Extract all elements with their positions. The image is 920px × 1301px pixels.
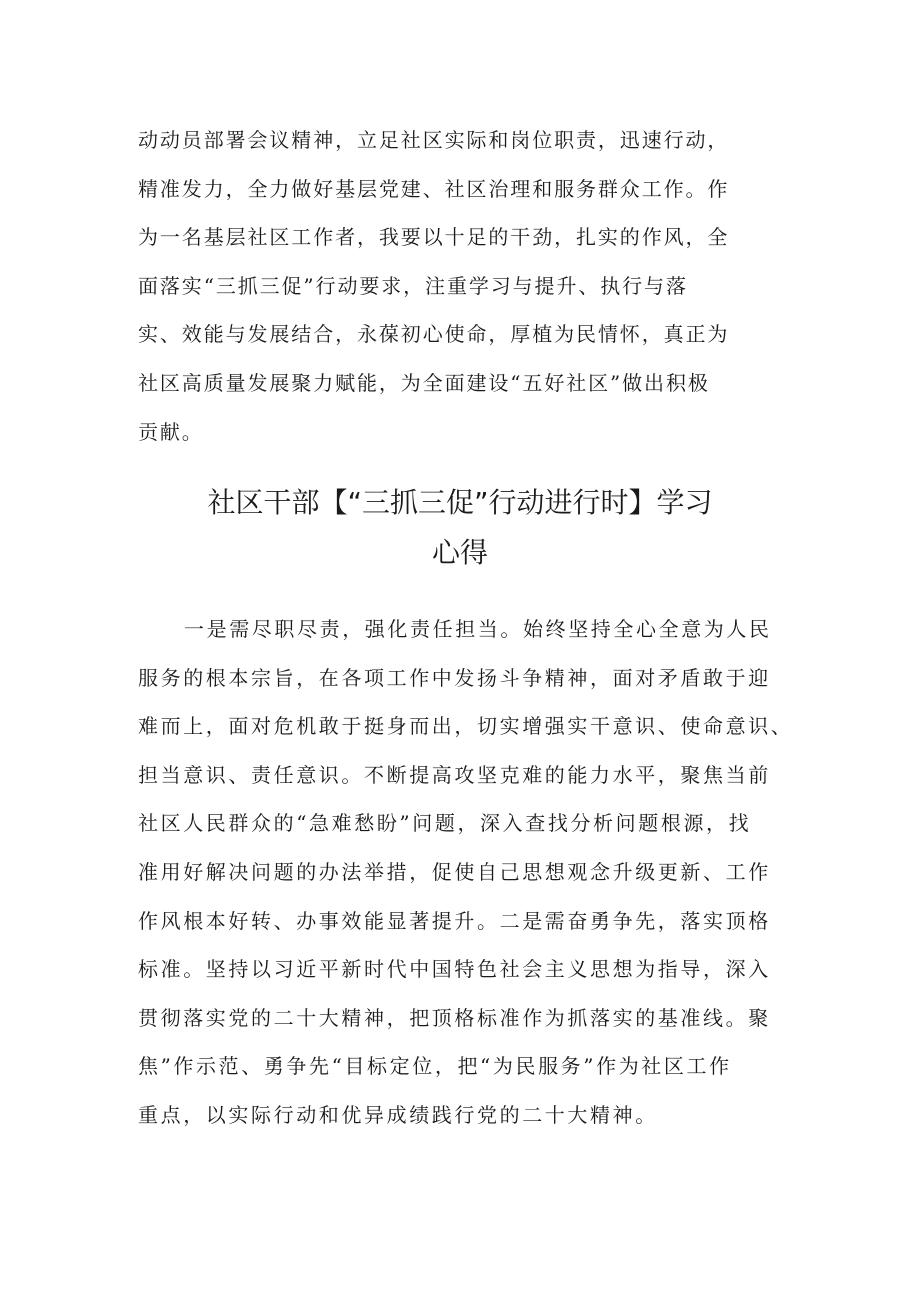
text-line: 服务的根本宗旨，在各项工作中发扬斗争精神，面对矛盾敢于迎 bbox=[138, 665, 771, 690]
text-line: 动动员部署会议精神，立足社区实际和岗位职责，迅速行动， bbox=[138, 128, 730, 152]
text-line: 贡献。 bbox=[138, 419, 204, 444]
text-line: 贯彻落实党的二十大精神，把顶格标准作为抓落实的基准线。聚 bbox=[138, 1005, 771, 1030]
text-line: 实、效能与发展结合，永葆初心使命，厚植为民情怀，真正为 bbox=[138, 322, 730, 347]
text-line: 标准。坚持以习近平新时代中国特色社会主义思想为指导，深入 bbox=[138, 957, 771, 982]
text-line: 面落实“三抓三促”行动要求，注重学习与提升、执行与落 bbox=[138, 273, 688, 298]
text-line: 难而上，面对危机敢于挺身而出，切实增强实干意识、使命意识、 bbox=[138, 714, 794, 739]
text-line: 重点，以实际行动和优异成绩践行党的二十大精神。 bbox=[138, 1102, 658, 1127]
text-line: 为一名基层社区工作者，我要以十足的干劲，扎实的作风，全 bbox=[138, 225, 730, 250]
section-heading bbox=[120, 478, 800, 578]
text-line: 作风根本好转、办事效能显著提升。二是需奋勇争先，落实顶格 bbox=[138, 908, 771, 933]
body-paragraph bbox=[138, 605, 794, 1140]
heading-line: 心得 bbox=[431, 536, 488, 569]
text-line: 担当意识、责任意识。不断提高攻坚克难的能力水平，聚焦当前 bbox=[138, 762, 771, 787]
intro-paragraph bbox=[138, 116, 778, 456]
text-line: 社区高质量发展聚力赋能，为全面建设“五好社区”做出积极 bbox=[138, 370, 710, 395]
text-line: 精准发力，全力做好基层党建、社区治理和服务群众工作。作 bbox=[138, 176, 730, 201]
text-line: 一是需尽职尽责，强化责任担当。始终坚持全心全意为人民 bbox=[184, 617, 772, 641]
text-line: 准用好解决问题的办法举措，促使自己思想观念升级更新、工作 bbox=[138, 859, 771, 884]
text-line: 社区人民群众的“急难愁盼”问题，深入查找分析问题根源，找 bbox=[138, 811, 752, 836]
heading-line: 社区干部【“三抓三促”行动进行时】学习 bbox=[207, 486, 713, 519]
text-line: 焦”作示范、勇争先“目标定位，把“为民服务”作为社区工作 bbox=[138, 1054, 732, 1079]
